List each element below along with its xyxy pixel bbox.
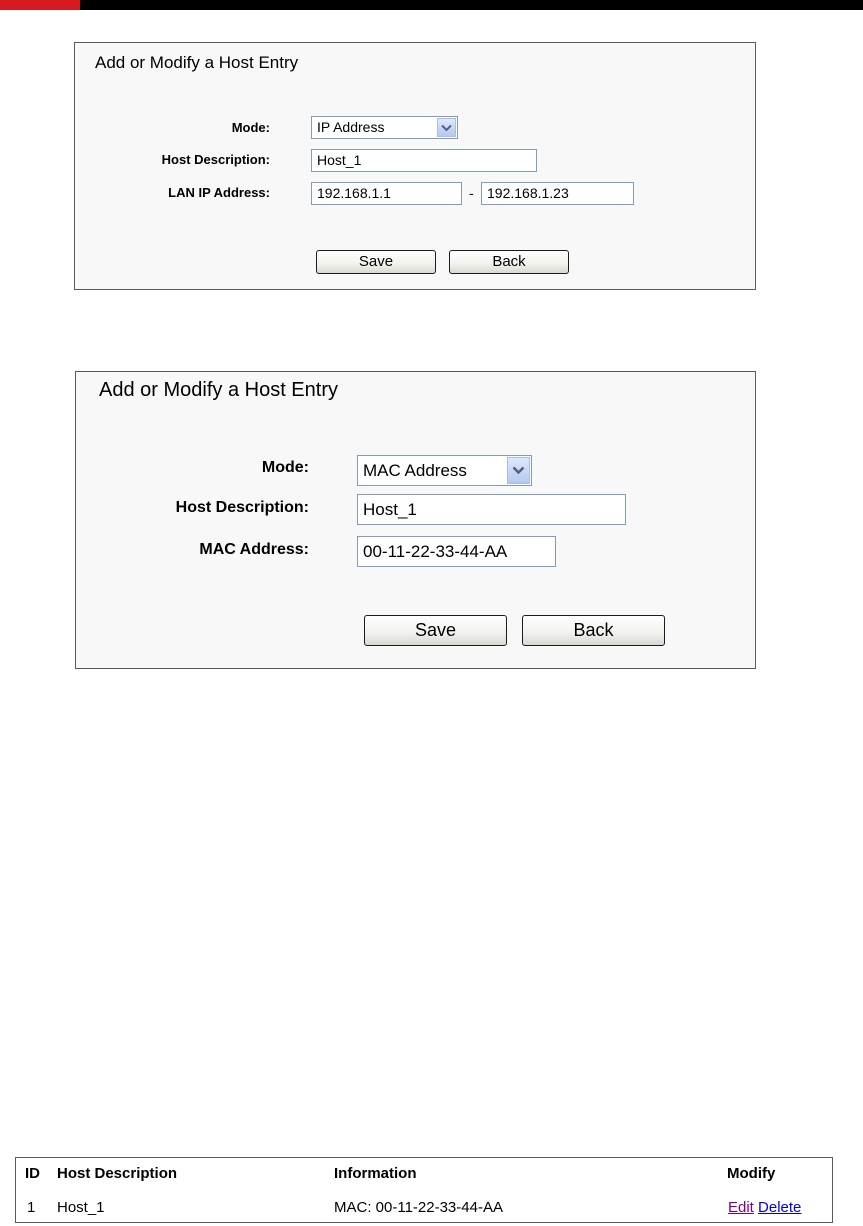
panel-title: Add or Modify a Host Entry (95, 53, 299, 72)
column-header-host-description: Host Description (57, 1165, 178, 1182)
mode-select-value: IP Address (317, 119, 385, 135)
chevron-down-icon[interactable] (437, 118, 456, 137)
host-entry-form-mac (75, 371, 756, 669)
mode-label: Mode: (231, 120, 270, 135)
lan-ip-address-label: LAN IP Address: (168, 185, 270, 200)
back-button[interactable]: Back (522, 615, 665, 646)
host-description-input[interactable]: Host_1 (357, 494, 626, 525)
mode-select[interactable] (311, 116, 458, 139)
mode-label: Mode: (261, 459, 309, 476)
host-description-input[interactable]: Host_1 (311, 149, 537, 172)
delete-link[interactable]: Delete (758, 1199, 802, 1216)
panel-title: Add or Modify a Host Entry (99, 379, 338, 401)
mode-select[interactable] (357, 455, 532, 486)
host-entry-form-ip (74, 42, 756, 290)
edit-link[interactable]: Edit (728, 1199, 754, 1216)
page-header-bar (0, 0, 863, 10)
back-button[interactable]: Back (449, 250, 569, 274)
chevron-down-icon[interactable] (507, 457, 530, 484)
mac-address-label: MAC Address: (199, 541, 309, 558)
ip-start-input[interactable]: 192.168.1.1 (311, 182, 462, 205)
cell-modify (728, 1199, 801, 1216)
column-header-id: ID (25, 1165, 40, 1182)
mode-select-value: MAC Address (363, 461, 467, 480)
cell-information: MAC: 00-11-22-33-44-AA (334, 1199, 503, 1216)
cell-id: 1 (27, 1199, 36, 1216)
mac-address-input[interactable]: 00-11-22-33-44-AA (357, 536, 556, 567)
column-header-information: Information (334, 1165, 417, 1182)
host-description-label: Host Description: (161, 152, 270, 167)
host-description-label: Host Description: (175, 499, 309, 516)
header-accent (0, 0, 80, 10)
column-header-modify: Modify (727, 1165, 776, 1182)
ip-end-input[interactable]: 192.168.1.23 (481, 182, 634, 205)
cell-host-description: Host_1 (57, 1199, 105, 1216)
save-button[interactable]: Save (364, 615, 507, 646)
save-button[interactable]: Save (316, 250, 436, 274)
host-table (15, 1157, 833, 1223)
range-separator: - (469, 185, 474, 201)
